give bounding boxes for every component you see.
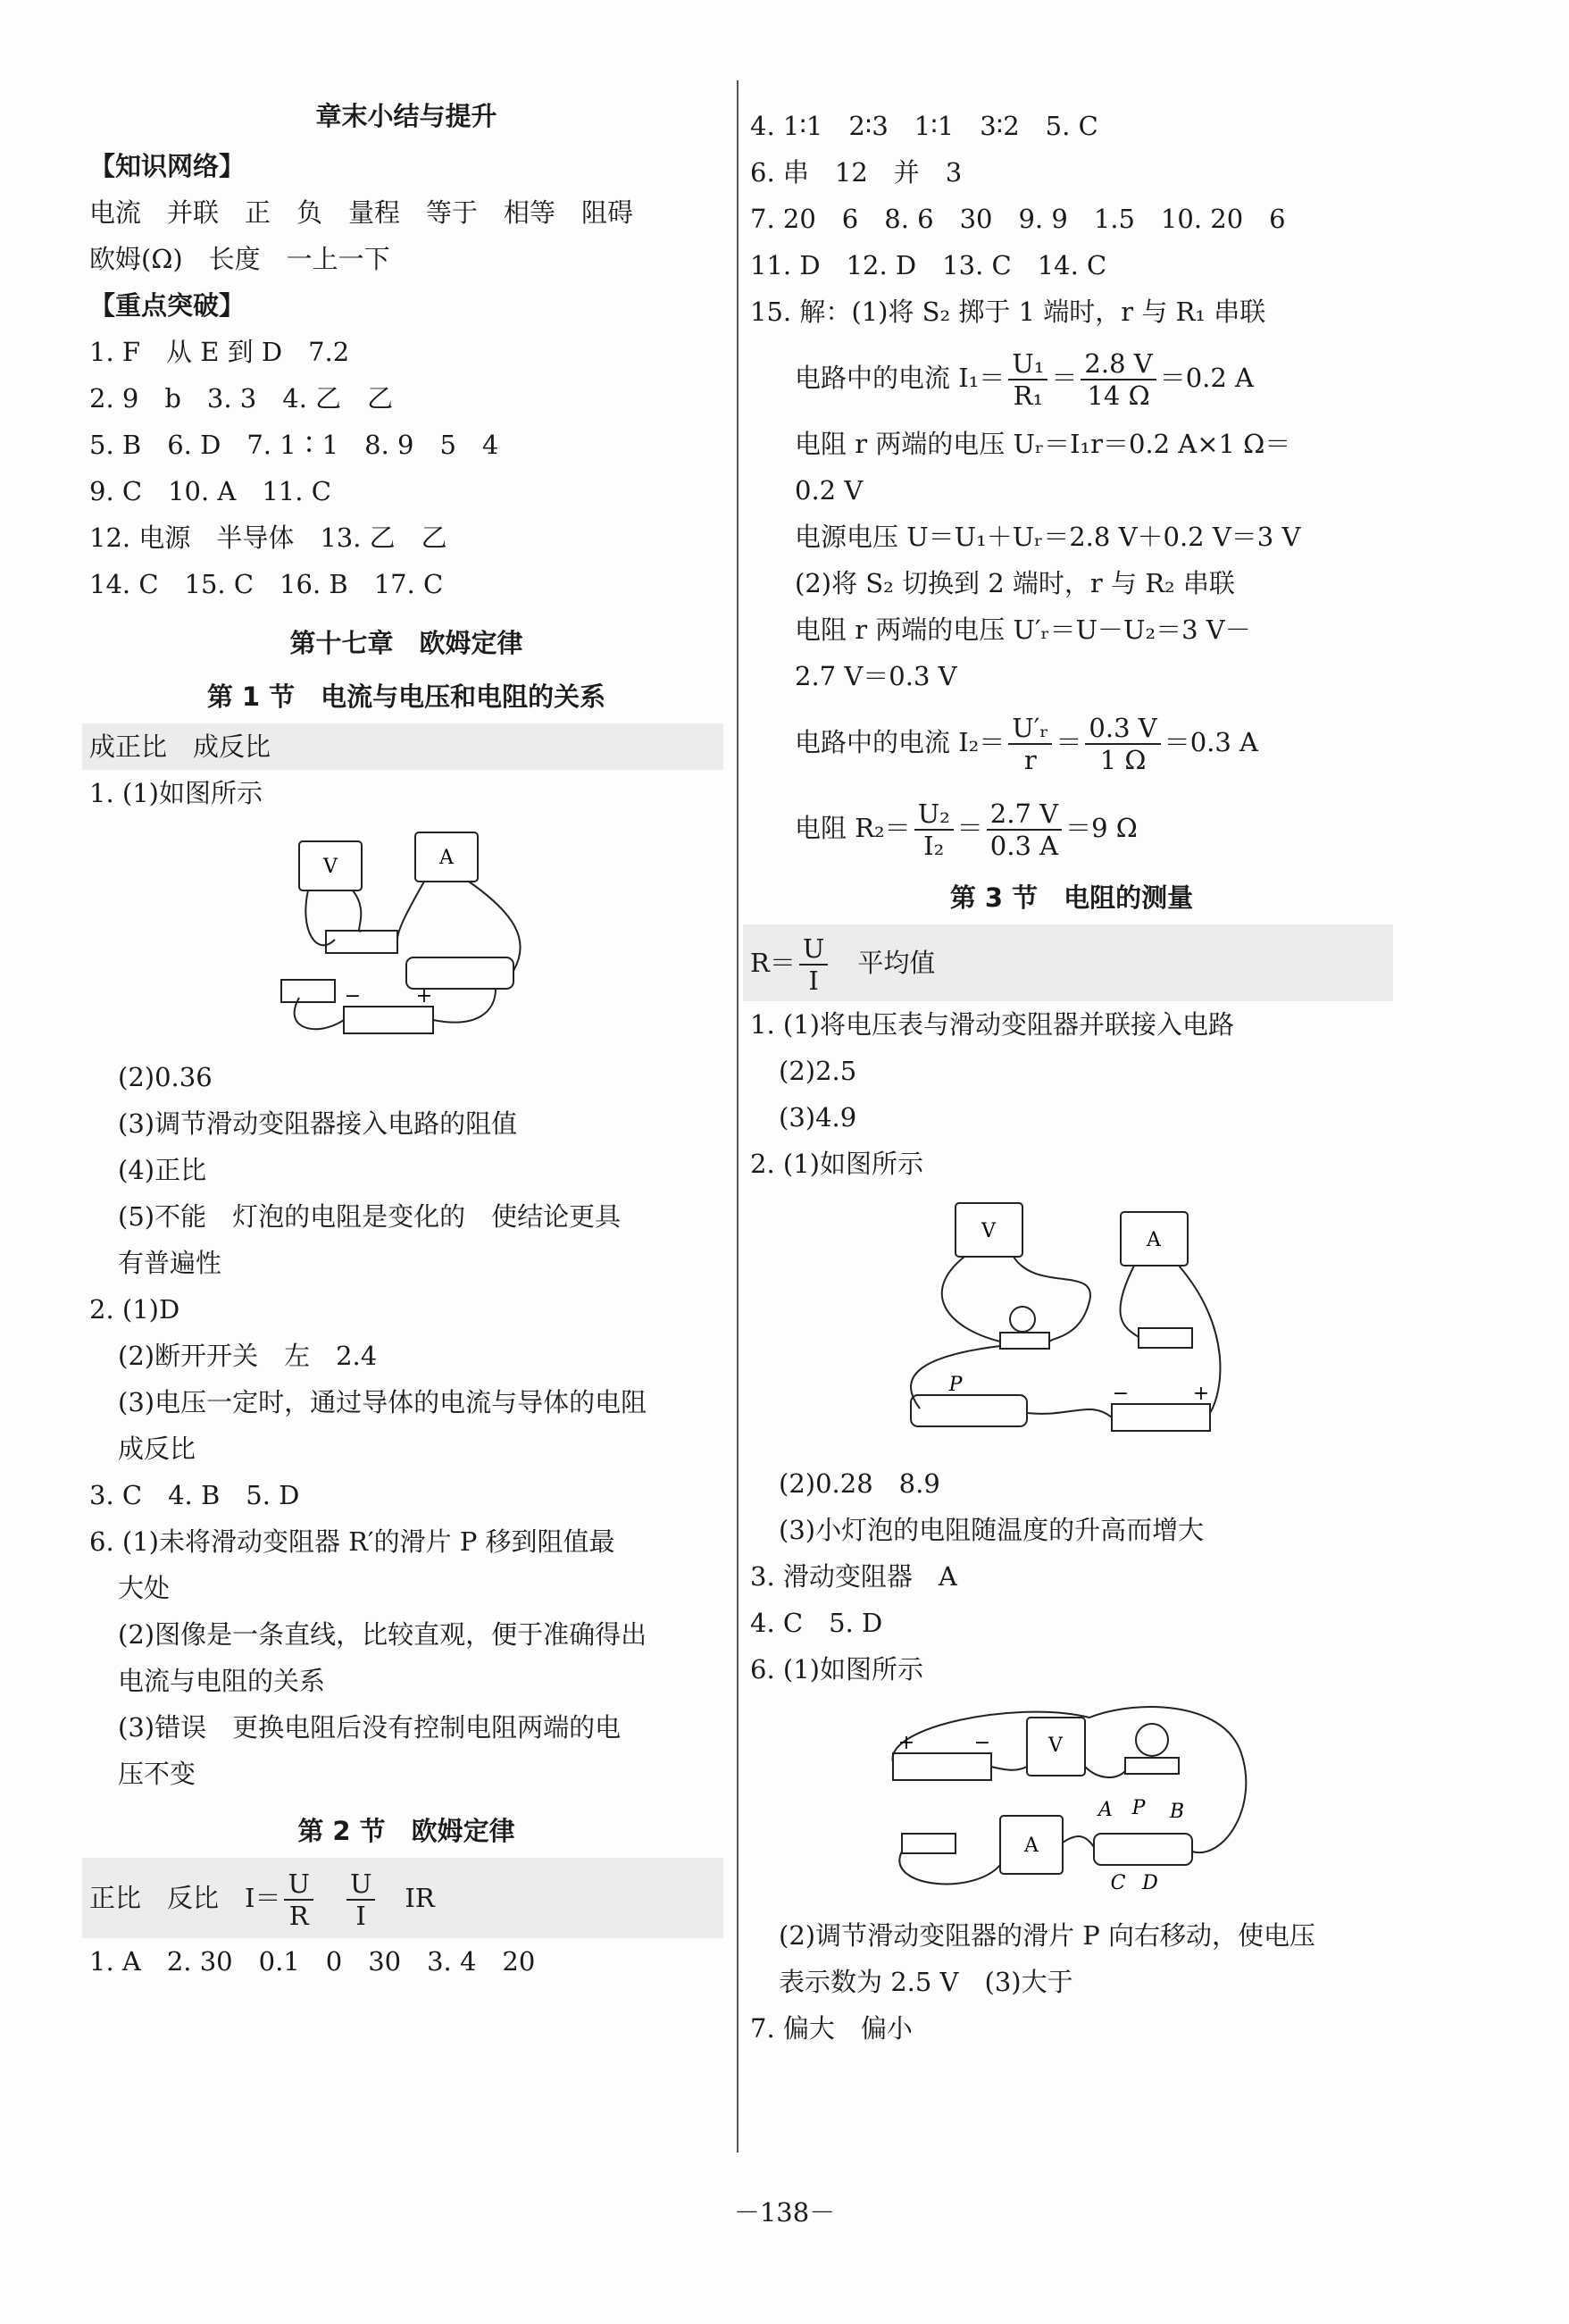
circuit-figure-3 bbox=[884, 1700, 1259, 1905]
answer-line: 2.7 V＝0.3 V bbox=[795, 661, 957, 691]
fraction bbox=[1008, 713, 1052, 775]
answer-line: 大处 bbox=[118, 1573, 171, 1603]
voltmeter-label: V bbox=[323, 856, 338, 878]
answer-line: 1. (1)将电压表与滑动变阻器并联接入电路 bbox=[750, 1009, 1234, 1040]
fraction bbox=[799, 933, 828, 996]
answer-line: 有普遍性 bbox=[118, 1248, 222, 1278]
answer-line: 3. C 4. B 5. D bbox=[89, 1480, 300, 1510]
numerator: 2.8 V bbox=[1081, 348, 1156, 380]
answer-line: 5. B 6. D 7. 1∶1 8. 9 5 4 bbox=[89, 430, 499, 460]
ammeter-label: A bbox=[1147, 1229, 1161, 1251]
circuit-figure-1 bbox=[246, 823, 567, 1047]
answer-line: (2)2.5 bbox=[779, 1056, 857, 1086]
battery-minus-label: − bbox=[1112, 1383, 1130, 1405]
circuit-figure-2 bbox=[893, 1194, 1250, 1453]
numerator: U bbox=[346, 1868, 375, 1901]
terminal-c-label: C bbox=[1110, 1872, 1126, 1894]
answer-line: 2. (1)D bbox=[89, 1294, 180, 1325]
voltmeter-label: V bbox=[981, 1220, 996, 1242]
answer-line: (3)电压一定时，通过导体的电流与导体的电阻 bbox=[118, 1387, 647, 1417]
numerator: U bbox=[799, 933, 828, 966]
terminal-a-label: A bbox=[1098, 1799, 1113, 1821]
answer-line: 0.2 V bbox=[795, 475, 864, 506]
battery-plus-label: + bbox=[897, 1732, 915, 1754]
section-title: 第 2 节 欧姆定律 bbox=[297, 1816, 515, 1846]
answer-line: (3)错误 更换电阻后没有控制电阻两端的电 bbox=[118, 1712, 622, 1743]
answer-line: 1. F 从 E 到 D 7.2 bbox=[89, 337, 350, 367]
denominator: r bbox=[1023, 745, 1037, 775]
ammeter-label: A bbox=[1024, 1835, 1039, 1857]
knowledge-line: 电流 并联 正 负 量程 等于 相等 阻碍 bbox=[89, 197, 634, 228]
battery-plus-label: + bbox=[1192, 1383, 1210, 1405]
key-points-heading: 【重点突破】 bbox=[89, 290, 246, 321]
answer-line: 6. 串 12 并 3 bbox=[750, 157, 963, 188]
battery-plus-label: + bbox=[415, 985, 433, 1007]
band-text: 正比 反比 I＝ bbox=[89, 1883, 281, 1913]
terminal-b-label: B bbox=[1169, 1801, 1185, 1823]
slider-p-label: P bbox=[948, 1374, 963, 1396]
page-number: －138－ bbox=[733, 2197, 836, 2228]
column-divider bbox=[737, 80, 739, 2153]
denominator: 1 Ω bbox=[1099, 745, 1147, 775]
answer-line: 7. 偏大 偏小 bbox=[750, 2013, 913, 2044]
battery-minus-label: − bbox=[973, 1732, 991, 1754]
denominator: R bbox=[288, 1901, 309, 1931]
answer-line: 电阻 r 两端的电压 Uᵣ＝I₁r＝0.2 A×1 Ω＝ bbox=[795, 429, 1291, 459]
answer-line: 6. (1)如图所示 bbox=[750, 1654, 923, 1684]
fill-in-band bbox=[743, 924, 1393, 1001]
eq-text: ＝0.3 A bbox=[1164, 727, 1258, 757]
answer-line: 4. 1∶1 2∶3 1∶1 3∶2 5. C bbox=[750, 111, 1098, 141]
eq-text: ＝0.2 A bbox=[1159, 363, 1254, 393]
ammeter-label: A bbox=[439, 847, 454, 869]
denominator: I₂ bbox=[923, 831, 945, 861]
equation-line: 电路中的电流 I₁＝ $\frac{\text{U₁}}{\text{R₁}}$ ＝ $\frac{2.8 V}{14 \Omega}$ ＝0.2 A bbox=[795, 348, 1254, 411]
answer-line: (2)调节滑动变阻器的滑片 P 向右移动，使电压 bbox=[779, 1920, 1316, 1951]
fraction bbox=[1085, 713, 1160, 775]
denominator: 0.3 A bbox=[989, 831, 1059, 861]
fraction bbox=[1081, 348, 1156, 411]
battery-minus-label: − bbox=[344, 985, 362, 1007]
numerator: U′ᵣ bbox=[1008, 713, 1052, 745]
answer-line: 电流与电阻的关系 bbox=[118, 1666, 326, 1696]
answer-line: (3)小灯泡的电阻随温度的升高而增大 bbox=[779, 1515, 1205, 1545]
denominator: 14 Ω bbox=[1087, 380, 1150, 411]
slider-p-label: P bbox=[1131, 1797, 1146, 1819]
band-text: R＝ bbox=[750, 948, 796, 978]
answer-line: (3)4.9 bbox=[779, 1102, 857, 1133]
fill-in-band: 成正比 成反比 bbox=[82, 723, 723, 770]
answer-line: 电源电压 U＝U₁＋Uᵣ＝2.8 V＋0.2 V＝3 V bbox=[795, 522, 1301, 552]
denominator: I bbox=[808, 966, 819, 996]
fraction bbox=[914, 798, 954, 861]
answer-line: 7. 20 6 8. 6 30 9. 9 1.5 10. 20 6 bbox=[750, 204, 1286, 234]
fraction bbox=[1008, 348, 1047, 411]
numerator: 0.3 V bbox=[1085, 713, 1160, 745]
answer-line: 14. C 15. C 16. B 17. C bbox=[89, 569, 444, 599]
answer-line: 2. 9 b 3. 3 4. 乙 乙 bbox=[89, 383, 394, 414]
eq-text: ＝9 Ω bbox=[1065, 813, 1138, 843]
answer-line: (2)0.28 8.9 bbox=[779, 1468, 940, 1499]
left-column bbox=[89, 89, 723, 1985]
answer-line: (2)0.36 bbox=[118, 1062, 213, 1092]
denominator: I bbox=[355, 1901, 366, 1931]
chapter-title: 第十七章 欧姆定律 bbox=[289, 628, 523, 658]
answer-line: 12. 电源 半导体 13. 乙 乙 bbox=[89, 522, 447, 553]
equation-line: 电阻 R₂＝ $\frac{\text{U₂}}{\text{I₂}}$ ＝ $\frac{2.7 V}{0.3 A}$ ＝9 Ω bbox=[795, 798, 1138, 861]
answer-line: 9. C 10. A 11. C bbox=[89, 476, 331, 506]
answer-line: 1. A 2. 30 0.1 0 30 3. 4 20 bbox=[89, 1946, 536, 1977]
fraction bbox=[346, 1868, 375, 1931]
terminal-d-label: D bbox=[1142, 1872, 1158, 1894]
answer-line: 4. C 5. D bbox=[750, 1608, 883, 1638]
voltmeter-label: V bbox=[1048, 1735, 1063, 1757]
equation-line: 电路中的电流 I₂＝ $\frac{\text{U′ᵣ}}{r}$ ＝ $\frac{0.3 V}{1 \Omega}$ ＝0.3 A bbox=[795, 713, 1258, 775]
answer-line: 成反比 bbox=[118, 1434, 196, 1464]
answer-line: 6. (1)未将滑动变阻器 R′的滑片 P 移到阻值最 bbox=[89, 1526, 615, 1557]
answer-line: (4)正比 bbox=[118, 1155, 207, 1185]
answer-line: 15. 解：(1)将 S₂ 掷于 1 端时，r 与 R₁ 串联 bbox=[750, 297, 1266, 327]
knowledge-network-heading: 【知识网络】 bbox=[89, 151, 246, 181]
summary-title: 章末小结与提升 bbox=[315, 101, 497, 131]
answer-line: (3)调节滑动变阻器接入电路的阻值 bbox=[118, 1108, 518, 1139]
numerator: U₁ bbox=[1008, 348, 1047, 380]
fraction bbox=[284, 1868, 313, 1931]
knowledge-line: 欧姆(Ω) 长度 一上一下 bbox=[89, 244, 390, 274]
answer-line: 2. (1)如图所示 bbox=[750, 1149, 923, 1179]
band-text: IR bbox=[405, 1883, 435, 1913]
fill-in-band bbox=[82, 1858, 723, 1938]
eq-text: 电路中的电流 I₁＝ bbox=[795, 363, 1006, 393]
denominator: R₁ bbox=[1013, 380, 1044, 411]
answer-line: 压不变 bbox=[118, 1759, 196, 1789]
numerator: U bbox=[284, 1868, 313, 1901]
answer-line: 电阻 r 两端的电压 U′ᵣ＝U－U₂＝3 V－ bbox=[795, 614, 1251, 645]
numerator: 2.7 V bbox=[987, 798, 1062, 831]
answer-line: (2)将 S₂ 切换到 2 端时，r 与 R₂ 串联 bbox=[795, 568, 1235, 598]
eq-text: 电路中的电流 I₂＝ bbox=[795, 727, 1006, 757]
right-column bbox=[750, 103, 1393, 2052]
answer-line: (2)图像是一条直线，比较直观，便于准确得出 bbox=[118, 1619, 647, 1650]
eq-text: 电阻 R₂＝ bbox=[795, 813, 911, 843]
answer-line: 1. (1)如图所示 bbox=[89, 778, 263, 808]
section-title: 第 1 节 电流与电压和电阻的关系 bbox=[206, 681, 606, 712]
answer-line: 11. D 12. D 13. C 14. C bbox=[750, 250, 1107, 280]
section-title: 第 3 节 电阻的测量 bbox=[949, 882, 1194, 913]
band-text: 平均值 bbox=[857, 948, 936, 978]
answer-line: 表示数为 2.5 V (3)大于 bbox=[779, 1967, 1073, 1997]
answer-line: 3. 滑动变阻器 A bbox=[750, 1561, 957, 1592]
answer-line: (2)断开开关 左 2.4 bbox=[118, 1341, 378, 1371]
answer-line: (5)不能 灯泡的电阻是变化的 使结论更具 bbox=[118, 1201, 622, 1232]
fraction bbox=[987, 798, 1062, 861]
numerator: U₂ bbox=[914, 798, 954, 831]
